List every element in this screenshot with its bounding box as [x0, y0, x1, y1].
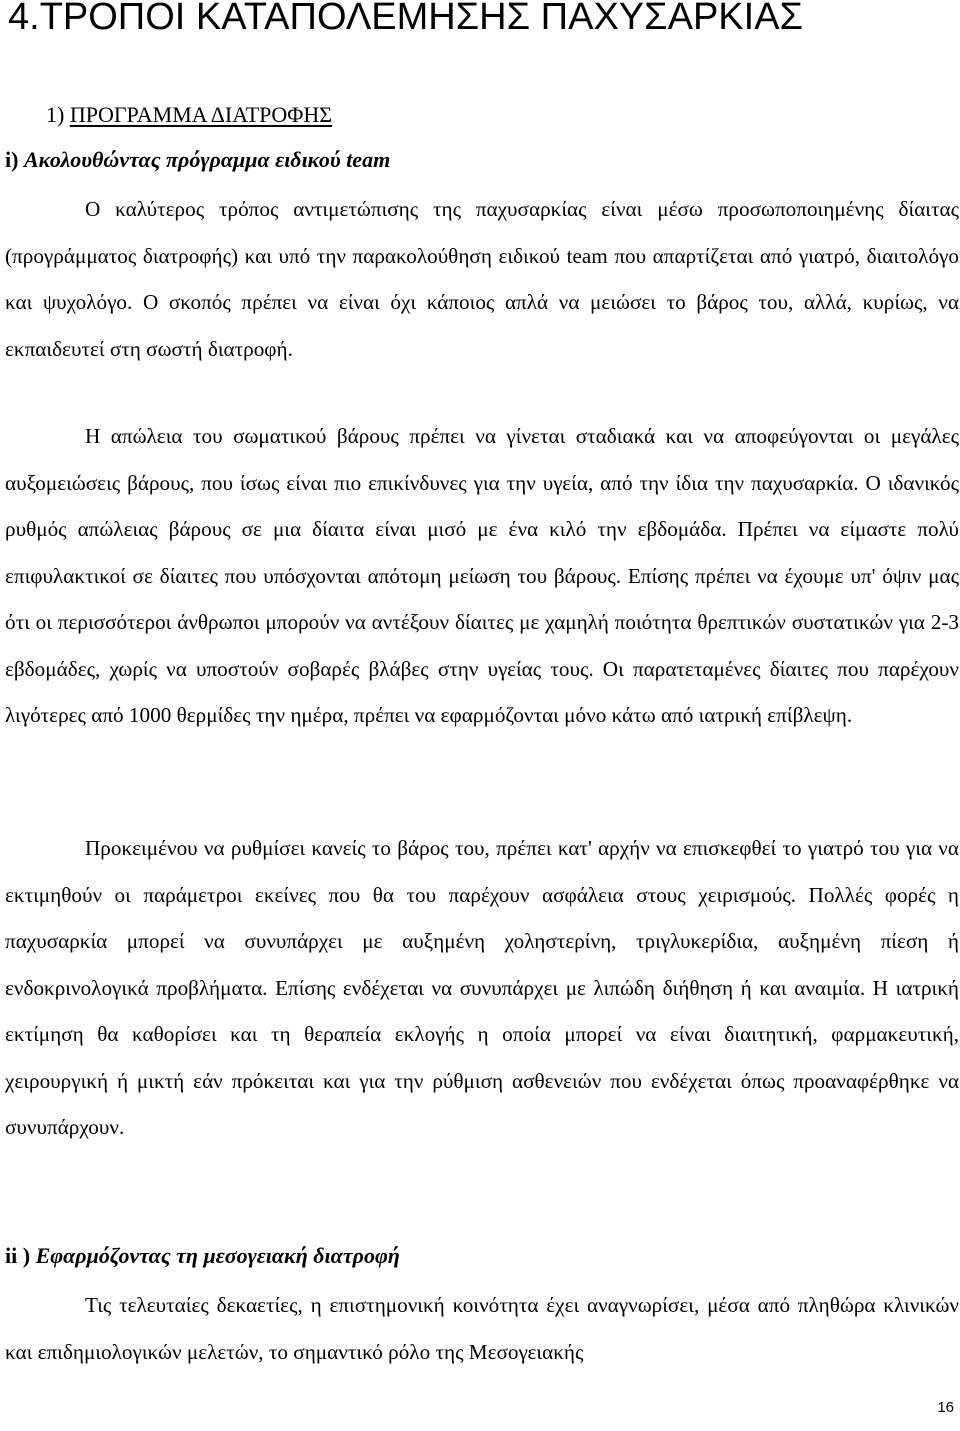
paragraph-1: Ο καλύτερος τρόπος αντιμετώπισης της παχυσαρκίας είναι μέσω προσωποποιημένης δίαιτας (προγράμματος διατροφής) και υπό την παρακολούθηση ειδικού team που απαρτίζεται από γιατρό, διαιτολόγο και ψυχολόγο. Ο σκοπός πρέπει να είναι όχι κάποιος απλά να μειώσει το βάρος του, αλλά, κυρίως, να εκπαιδευτεί στη σωστή διατροφή. [5, 197, 959, 361]
subsection-heading-2 [5, 1241, 400, 1271]
subsection-marker: i) [5, 147, 19, 172]
subsection-heading-1 [5, 145, 390, 175]
section-heading [46, 100, 332, 130]
paragraph-2: Η απώλεια του σωματικού βάρους πρέπει να γίνεται σταδιακά και να αποφεύγονται οι μεγάλες αυξομειώσεις βάρους, που ίσως είναι πιο επικίνδυνες για την υγεία, από την ίδια την παχυσαρκία. Ο ιδανικός ρυθμός απώλειας βάρους σε μια δίαιτα είναι μισό με ένα κιλό την εβδομάδα. Πρέπει να είμαστε πολύ επιφυλακτικοί σε δίαιτες που υπόσχονται απότομη μείωση του βάρους. Επίσης πρέπει να έχουμε υπ' όψιν μας ότι οι περισσότεροι άνθρωποι μπορούν να αντέξουν δίαιτες με χαμηλή ποιότητα θρεπτικών συστατικών για 2-3 εβδομάδες, χωρίς να υποστούν σοβαρές βλάβες στην υγείας τους. Οι παρατεταμένες δίαιτες που παρέχουν λιγότερες από 1000 θερμίδες την ημέρα, πρέπει να εφαρμόζονται μόνο κάτω από ιατρική επίβλεψη. [5, 424, 959, 727]
chapter-title: 4.ΤΡΟΠΟΙ ΚΑΤΑΠΟΛΕΜΗΣΗΣ ΠΑΧΥΣΑΡΚΙΑΣ [8, 0, 804, 38]
page-number: 16 [937, 1399, 954, 1416]
paragraph-4: Τις τελευταίες δεκαετίες, η επιστημονική κοινότητα έχει αναγνωρίσει, μέσα από πληθώρα κλινικών και επιδημιολογικών μελετών, το σημαντικό ρόλο της Μεσογειακής [5, 1293, 959, 1364]
section-title: ΠΡΟΓΡΑΜΜΑ ΔΙΑΤΡΟΦΗΣ [69, 102, 333, 127]
subsection-title: Ακολουθώντας πρόγραμμα ειδικού team [23, 147, 391, 172]
subsection-marker: ii ) [5, 1243, 31, 1268]
subsection-title: Εφαρμόζοντας τη μεσογειακή διατροφή [35, 1243, 400, 1268]
paragraph-3: Προκειμένου να ρυθμίσει κανείς το βάρος του, πρέπει κατ' αρχήν να επισκεφθεί το γιατρό του για να εκτιμηθούν οι παράμετροι εκείνες που θα του παρέχουν ασφάλεια στους χειρισμούς. Πολλές φορές η παχυσαρκία μπορεί να συνυπάρχει με αυξημένη χοληστερίνη, τριγλυκερίδια, αυξημένη πίεση ή ενδοκρινολογικά προβλήματα. Επίσης ενδέχεται να συνυπάρχει με λιπώδη διήθηση ή και αναιμία. Η ιατρική εκτίμηση θα καθορίσει και τη θεραπεία εκλογής η οποία μπορεί να είναι διαιτητική, φαρμακευτική, χειρουργική ή μικτή εάν πρόκειται και για την ρύθμιση ασθενειών που ενδέχεται όπως προαναφέρθηκε να συνυπάρχουν. [5, 836, 959, 1139]
section-number: 1) [46, 102, 65, 127]
